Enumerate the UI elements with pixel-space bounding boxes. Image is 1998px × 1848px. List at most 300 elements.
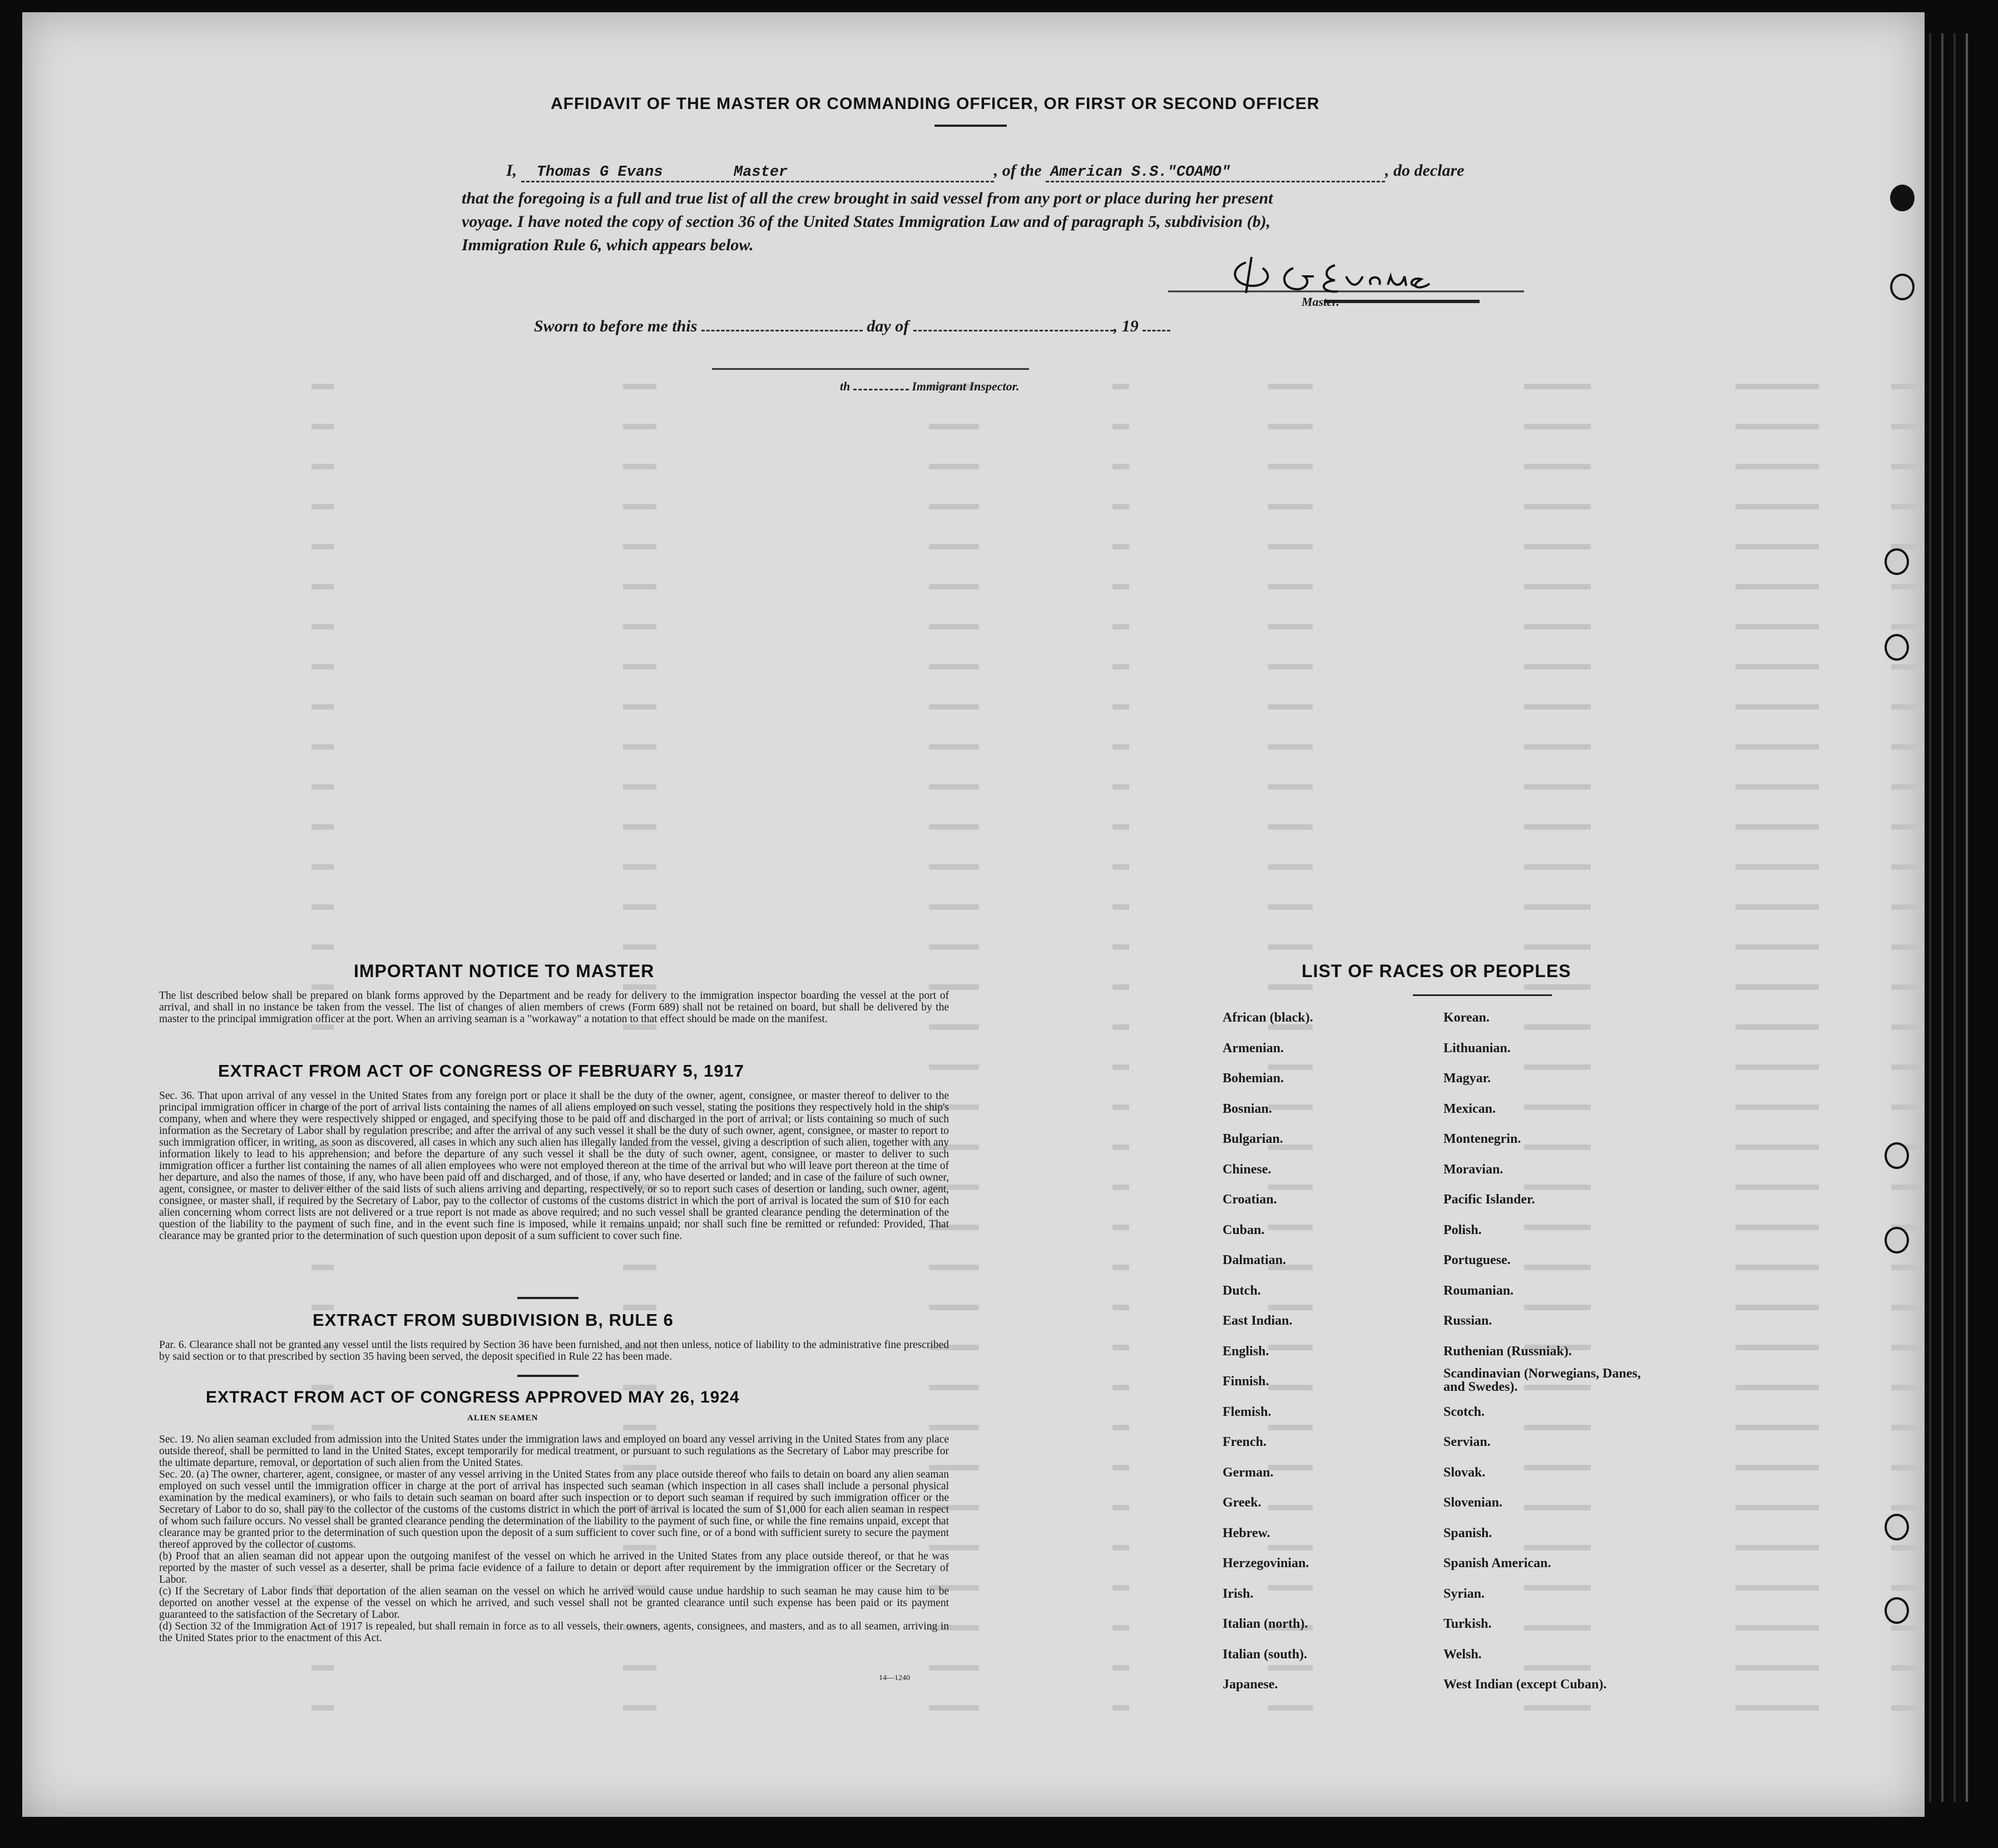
bleed-through-smudge — [1268, 584, 1313, 589]
bleed-through-smudge — [1524, 464, 1591, 469]
race-item: Pacific Islander. — [1443, 1192, 1535, 1207]
bleed-through-smudge — [311, 824, 334, 830]
race-item: Greek. — [1223, 1495, 1262, 1510]
bleed-through-smudge — [1112, 1705, 1129, 1711]
bleed-through-smudge — [1112, 664, 1129, 670]
bleed-through-smudge — [1268, 904, 1313, 910]
bleed-through-row — [311, 1661, 1880, 1674]
bleed-through-smudge — [1112, 504, 1129, 509]
master-name: Thomas G Evans — [536, 164, 663, 181]
bleed-through-smudge — [1891, 1185, 1925, 1190]
bleed-through-smudge — [1891, 424, 1925, 429]
of-the-label: , of the — [993, 161, 1042, 180]
bleed-through-smudge — [1268, 824, 1313, 830]
bleed-through-smudge — [1735, 624, 1819, 630]
bleed-through-smudge — [1112, 784, 1129, 790]
vessel-name: American S.S."COAMO" — [1050, 164, 1231, 181]
binder-hole — [1885, 1514, 1909, 1540]
bleed-through-smudge — [1891, 504, 1925, 509]
race-item: Slovenian. — [1443, 1495, 1503, 1510]
bleed-through-smudge — [1524, 504, 1591, 509]
bleed-through-smudge — [311, 624, 334, 630]
bleed-through-smudge — [1112, 464, 1129, 469]
bleed-through-row — [311, 620, 1880, 633]
bleed-through-smudge — [929, 944, 979, 950]
extract-1924-title: EXTRACT FROM ACT OF CONGRESS APPROVED MAY 26, 1924 — [206, 1388, 740, 1406]
bleed-through-smudge — [1891, 744, 1925, 750]
bleed-through-smudge — [929, 584, 979, 589]
bleed-through-smudge — [1524, 544, 1591, 549]
bleed-through-smudge — [1891, 664, 1925, 670]
bleed-through-smudge — [623, 544, 656, 549]
race-item: Roumanian. — [1443, 1283, 1514, 1298]
bleed-through-smudge — [929, 1425, 979, 1430]
race-item: Irish. — [1223, 1586, 1254, 1601]
bleed-through-smudge — [1735, 1305, 1819, 1310]
bleed-through-smudge — [1524, 624, 1591, 630]
bleed-through-row — [311, 379, 1880, 393]
race-item: Polish. — [1443, 1222, 1482, 1237]
bleed-through-smudge — [929, 1064, 979, 1070]
bleed-through-smudge — [1891, 984, 1925, 990]
sworn-year-field — [1143, 330, 1170, 331]
bleed-through-smudge — [929, 1024, 979, 1030]
bleed-through-smudge — [1268, 1505, 1313, 1510]
binder-hole — [1885, 1597, 1909, 1624]
bleed-through-smudge — [311, 904, 334, 910]
bleed-through-smudge — [1112, 864, 1129, 870]
race-item: Scotch. — [1443, 1404, 1485, 1419]
bleed-through-smudge — [311, 1024, 334, 1030]
sworn-day-field — [701, 330, 863, 331]
bleed-through-smudge — [1112, 704, 1129, 710]
bleed-through-smudge — [1268, 384, 1313, 389]
bleed-through-smudge — [929, 984, 979, 990]
bleed-through-smudge — [1891, 1665, 1925, 1671]
bleed-through-smudge — [623, 504, 656, 509]
bleed-through-smudge — [1891, 1265, 1925, 1270]
bleed-through-smudge — [1735, 1665, 1819, 1671]
alien-seamen-subtitle: ALIEN SEAMEN — [467, 1414, 538, 1423]
binder-hole — [1885, 1142, 1909, 1169]
bleed-through-smudge — [1524, 1225, 1591, 1230]
bleed-through-smudge — [1735, 504, 1819, 509]
bleed-through-smudge — [929, 1385, 979, 1390]
bleed-through-smudge — [311, 984, 334, 990]
bleed-through-row — [311, 660, 1880, 673]
bleed-through-smudge — [1891, 464, 1925, 469]
bleed-through-smudge — [1891, 1625, 1925, 1631]
bleed-through-smudge — [1112, 424, 1129, 429]
rule6-body: Par. 6. Clearance shall not be granted any vessel until the lists required by Section 36 have been furnished, and not then unless, notice of liability to the administrative fine prescribed by said section or to that prescribed by section 35 having been served, the deposit specified in Rule 22 has been made. — [159, 1339, 949, 1363]
bleed-through-smudge — [1891, 824, 1925, 830]
bleed-through-smudge — [1112, 1225, 1129, 1230]
race-item: Portuguese. — [1443, 1253, 1511, 1267]
signature-caption: Master. — [1302, 295, 1339, 309]
binder-hole — [1885, 1227, 1909, 1254]
bleed-through-smudge — [1891, 1024, 1925, 1030]
bleed-through-row — [311, 1701, 1880, 1714]
bleed-through-smudge — [1524, 1505, 1591, 1510]
bleed-through-smudge — [1891, 1104, 1925, 1110]
bleed-through-smudge — [1891, 624, 1925, 630]
bleed-through-smudge — [311, 464, 334, 469]
bleed-through-smudge — [1524, 1185, 1591, 1190]
affidavit-line-4: Immigration Rule 6, which appears below. — [462, 236, 754, 254]
bleed-through-smudge — [311, 864, 334, 870]
bleed-through-smudge — [1735, 1425, 1819, 1430]
bleed-through-smudge — [623, 704, 656, 710]
bleed-through-smudge — [1891, 584, 1925, 589]
bleed-through-smudge — [623, 1425, 656, 1430]
notice-body: The list described below shall be prepared on blank forms approved by the Department and be ready for delivery to the immigration inspector boarding the vessel at the port of arrival, and shall in no instance be taken from the vessel. The list of changes of alien members of crews (Form 689) shall not be retained on board, but shall be delivered by the master to the principal immigration officer at the port. When an arriving seaman is a "workaway" a notation to that effect should be made on the manifest. — [159, 990, 949, 1025]
extract-1917-body: Sec. 36. That upon arrival of any vessel in the United States from any foreign port or place it shall be the duty of the owner, agent, consignee, or master thereof to deliver to the principal immigration officer in charge of the port of arrival lists containing the names of all aliens employed on such vessel, stating the positions they respectively hold in the ship's company, when and where they were respectively shipped or engaged, and specifying those to be paid off and discharged in the port of arrival; or lists containing so much of such information as the Secretary of Labor shall by regulation prescribe; and after the arrival of any such vessel it shall be the duty of such owner, agent, consignee, or master to report to such immigration officer, in writing, as soon as discovered, all cases in which any such alien has illegally landed from the vessel, giving a description of such alien, together with any information likely to lead to his apprehension; and before the departure of any such vessel it shall be the duty of such owner, agent, consignee, or master to deliver to such immigration officer a further list containing the names of all alien employees who were not employed thereon at the time of the arrival but who will leave port thereon at the time of her departure, and also the names of those, if any, who have been paid off and discharged, and of those, if any, who have deserted or landed; and in case of the failure of such owner, agent, consignee, or master to deliver either of the said lists of such aliens arriving and departing, respectively, or so to report such cases of desertion or landing, such owner, agent, consignee, or master shall, if required by the Secretary of Labor, pay to the collector of customs of the customs district in which the port of arrival is located the sum of $10 for each alien concerning whom correct lists are not delivered or a true report is not made as above required; and no such vessel shall be granted clearance pending the determination of the question of the liability to the payment of such fine, and in the event such fine is imposed, while it remains unpaid; nor shall such fine be remitted or refunded: Provided, That clearance may be granted prior to the determination of such question upon deposit of a sum sufficient to cover such fine. — [159, 1090, 949, 1242]
bleed-through-smudge — [623, 424, 656, 429]
bleed-through-smudge — [1735, 1024, 1819, 1030]
bleed-through-smudge — [1891, 1585, 1925, 1591]
bleed-through-smudge — [1112, 1064, 1129, 1070]
bleed-through-smudge — [1735, 1104, 1819, 1110]
bleed-through-row — [311, 860, 1880, 873]
race-item: Scandinavian (Norwegians, Danes, and Swedes). — [1443, 1366, 1641, 1394]
bleed-through-smudge — [1524, 984, 1591, 990]
bleed-through-smudge — [311, 1665, 334, 1671]
bleed-through-smudge — [1735, 784, 1819, 790]
bleed-through-smudge — [929, 1665, 979, 1671]
bleed-through-smudge — [1268, 1385, 1313, 1390]
race-item: Moravian. — [1443, 1162, 1504, 1177]
bleed-through-smudge — [623, 904, 656, 910]
bleed-through-smudge — [1268, 1465, 1313, 1470]
bleed-through-smudge — [1112, 1024, 1129, 1030]
bleed-through-smudge — [1524, 1064, 1591, 1070]
signature-image — [1168, 246, 1524, 318]
race-item: Italian (south). — [1223, 1647, 1308, 1662]
bleed-through-smudge — [1268, 544, 1313, 549]
bleed-through-smudge — [1268, 1225, 1313, 1230]
bleed-through-smudge — [929, 464, 979, 469]
bleed-through-smudge — [1735, 824, 1819, 830]
manifest-page — [22, 12, 1925, 1817]
rule6-title: EXTRACT FROM SUBDIVISION B, RULE 6 — [313, 1310, 674, 1330]
bleed-through-smudge — [1891, 864, 1925, 870]
bleed-through-smudge — [1891, 1064, 1925, 1070]
bleed-through-smudge — [1268, 504, 1313, 509]
bleed-through-smudge — [1891, 1705, 1925, 1711]
race-item: Slovak. — [1443, 1465, 1486, 1480]
bleed-through-smudge — [1268, 464, 1313, 469]
race-item: Cuban. — [1223, 1222, 1265, 1237]
race-item: West Indian (except Cuban). — [1443, 1677, 1607, 1692]
bleed-through-row — [311, 579, 1880, 593]
bleed-through-smudge — [1268, 1104, 1313, 1110]
bleed-through-smudge — [1524, 1024, 1591, 1030]
bleed-through-row — [311, 940, 1880, 953]
notice-title: IMPORTANT NOTICE TO MASTER — [354, 961, 655, 981]
inspector-signature-line — [712, 368, 1029, 370]
bleed-through-smudge — [1112, 1185, 1129, 1190]
race-item: African (black). — [1223, 1010, 1313, 1025]
bleed-through-smudge — [311, 424, 334, 429]
sworn-line — [534, 317, 1170, 336]
bleed-through-smudge — [1268, 624, 1313, 630]
bleed-through-smudge — [929, 1305, 979, 1310]
day-of-label: day of — [867, 317, 909, 335]
bleed-through-smudge — [1268, 944, 1313, 950]
race-item: German. — [1223, 1465, 1274, 1480]
bleed-through-smudge — [1524, 384, 1591, 389]
bleed-through-smudge — [311, 1705, 334, 1711]
bleed-through-smudge — [929, 664, 979, 670]
bleed-through-smudge — [1268, 424, 1313, 429]
bleed-through-smudge — [311, 784, 334, 790]
bleed-through-smudge — [1735, 1585, 1819, 1591]
bleed-through-smudge — [1735, 1705, 1819, 1711]
bleed-through-smudge — [1112, 1505, 1129, 1510]
bleed-through-smudge — [1524, 904, 1591, 910]
bleed-through-smudge — [1524, 424, 1591, 429]
bleed-through-smudge — [1524, 1545, 1591, 1550]
bleed-through-smudge — [311, 544, 334, 549]
bleed-through-smudge — [1735, 1505, 1819, 1510]
extract-1917-title: EXTRACT FROM ACT OF CONGRESS OF FEBRUARY 5, 1917 — [218, 1061, 744, 1081]
bleed-through-smudge — [1524, 1625, 1591, 1631]
race-item: Bohemian. — [1223, 1071, 1284, 1086]
master-rank: Master — [734, 164, 788, 181]
race-item: Russian. — [1443, 1314, 1492, 1328]
race-item: East Indian. — [1223, 1314, 1293, 1328]
bleed-through-smudge — [1112, 1545, 1129, 1550]
bleed-through-row — [311, 459, 1880, 473]
binder-hole — [1890, 274, 1915, 300]
bleed-through-smudge — [1268, 1305, 1313, 1310]
title-rule — [934, 125, 1007, 127]
race-item: Spanish. — [1443, 1525, 1492, 1540]
bleed-through-smudge — [311, 1265, 334, 1270]
year-label: , 19 — [1113, 317, 1139, 335]
bleed-through-smudge — [1112, 1305, 1129, 1310]
bleed-through-smudge — [929, 624, 979, 630]
races-title: LIST OF RACES OR PEOPLES — [1302, 961, 1571, 981]
bleed-through-smudge — [1524, 744, 1591, 750]
sworn-label: Sworn to before me this — [534, 317, 698, 335]
extract-1924-body — [159, 1434, 949, 1644]
bleed-through-smudge — [1268, 1705, 1313, 1711]
page-edge — [1941, 33, 1943, 1802]
bleed-through-smudge — [1268, 1345, 1313, 1350]
race-item: Servian. — [1443, 1435, 1491, 1449]
vessel-field — [1046, 161, 1385, 182]
bleed-through-smudge — [311, 584, 334, 589]
bleed-through-smudge — [1524, 1145, 1591, 1150]
sec-19-paragraph: Sec. 19. No alien seaman excluded from admission into the United States under the immigration laws and employed on board any vessel arriving in the United States from any place outside thereof, shall be permitted to land in the United States, except temporarily for medical treatment, or pursuant to such regulations as the Secretary of Labor may prescribe for the ultimate departure, removal, or deportation of such alien from the United States. — [159, 1434, 949, 1469]
bleed-through-smudge — [929, 704, 979, 710]
bleed-through-smudge — [1735, 1225, 1819, 1230]
race-item: Turkish. — [1443, 1617, 1492, 1631]
race-item: Lithuanian. — [1443, 1041, 1511, 1056]
bleed-through-smudge — [1112, 1345, 1129, 1350]
race-item: Italian (north). — [1223, 1617, 1308, 1631]
sec-20a-paragraph: Sec. 20. (a) The owner, charterer, agent, consignee, or master of any vessel arriving in the United States from any place outside thereof who fails to detain on board any alien seaman employed on such vessel until the immigration officer in charge at the port of arrival has inspected such seaman (which inspection in all cases shall include a personal physical examination by the medical examiners), or who fails to detain such seaman on board after such inspection or to deport such seaman if required by such immigration officer or the Secretary of Labor to do so, shall pay to the collector of the customs of the customs district in which the port of arrival is located the sum of $1,000 for each alien seaman in respect of whom such failure occurs. No vessel shall be granted clearance pending the determination of the liability to the payment of such fine, or while the fine remains unpaid, except that clearance may be granted prior to the determination of such question upon the deposit of a sum sufficient to cover such fine, or of a bond with sufficient surety to secure the payment thereof approved by the collector of customs. — [159, 1469, 949, 1550]
bleed-through-smudge — [1268, 1185, 1313, 1190]
bleed-through-smudge — [1112, 1625, 1129, 1631]
bleed-through-smudge — [311, 1425, 334, 1430]
bleed-through-smudge — [1891, 944, 1925, 950]
race-item: Japanese. — [1223, 1677, 1278, 1692]
bleed-through-smudge — [1735, 1345, 1819, 1350]
bleed-through-smudge — [1112, 1585, 1129, 1591]
bleed-through-smudge — [623, 824, 656, 830]
bleed-through-smudge — [929, 904, 979, 910]
bleed-through-smudge — [1112, 544, 1129, 549]
declare-label: , do declare — [1385, 161, 1465, 180]
bleed-through-smudge — [1268, 704, 1313, 710]
bleed-through-smudge — [1524, 784, 1591, 790]
bleed-through-smudge — [929, 424, 979, 429]
bleed-through-smudge — [1891, 1545, 1925, 1550]
bleed-through-smudge — [929, 784, 979, 790]
bleed-through-smudge — [623, 1024, 656, 1030]
bleed-through-smudge — [1112, 1465, 1129, 1470]
race-item: Syrian. — [1443, 1586, 1485, 1601]
bleed-through-smudge — [1735, 1145, 1819, 1150]
form-number: 14—1240 — [879, 1674, 910, 1682]
inspector-label: Immigrant Inspector. — [912, 379, 1020, 393]
race-item: Flemish. — [1223, 1404, 1272, 1419]
bleed-through-smudge — [623, 1265, 656, 1270]
race-item: French. — [1223, 1435, 1267, 1449]
bleed-through-smudge — [1268, 664, 1313, 670]
bleed-through-smudge — [929, 1265, 979, 1270]
bleed-through-smudge — [929, 864, 979, 870]
bleed-through-smudge — [1268, 744, 1313, 750]
bleed-through-smudge — [1735, 464, 1819, 469]
bleed-through-smudge — [1735, 1385, 1819, 1390]
bleed-through-smudge — [1891, 704, 1925, 710]
bleed-through-smudge — [1735, 1545, 1819, 1550]
bleed-through-smudge — [1524, 1425, 1591, 1430]
inspector-line — [840, 379, 1020, 394]
bleed-through-smudge — [1524, 1465, 1591, 1470]
bleed-through-smudge — [1891, 784, 1925, 790]
bleed-through-smudge — [1735, 1185, 1819, 1190]
bleed-through-smudge — [1268, 1545, 1313, 1550]
bleed-through-smudge — [1112, 1665, 1129, 1671]
bleed-through-smudge — [1112, 944, 1129, 950]
bleed-through-smudge — [1735, 1064, 1819, 1070]
bleed-through-smudge — [1735, 1265, 1819, 1270]
bleed-through-smudge — [1112, 1104, 1129, 1110]
bleed-through-smudge — [1524, 704, 1591, 710]
sec-20d-paragraph: (d) Section 32 of the Immigration Act of 1917 is repealed, but shall remain in force as to all vessels, their owners, agents, consignees, and masters, and as to all seamen, arriving in the United States prior to the enactment of this Act. — [159, 1621, 949, 1644]
bleed-through-smudge — [1891, 904, 1925, 910]
affidavit-line-3: voyage. I have noted the copy of section 36 of the United States Immigration Law and of paragraph 5, subdivision (b), — [462, 212, 1271, 231]
section-rule-1 — [517, 1297, 578, 1299]
race-item: English. — [1223, 1344, 1269, 1359]
race-item: Finnish. — [1223, 1374, 1269, 1389]
signature-block — [1168, 246, 1524, 318]
bleed-through-smudge — [1268, 1425, 1313, 1430]
sec-20b-paragraph: (b) Proof that an alien seaman did not appear upon the outgoing manifest of the vessel on which he arrived in the United States from any place outside thereof, or that he was reported by the master of such vessel as a deserter, shall be prima facie evidence of a failure to detain or deport after requirement by the immigration officer or the Secretary of Labor. — [159, 1550, 949, 1586]
bleed-through-smudge — [929, 504, 979, 509]
bleed-through-row — [311, 700, 1880, 713]
bleed-through-smudge — [1735, 584, 1819, 589]
bleed-through-row — [311, 499, 1880, 513]
master-name-field — [521, 161, 994, 182]
bleed-through-smudge — [311, 1305, 334, 1310]
race-item: Bosnian. — [1223, 1101, 1272, 1116]
binder-hole — [1890, 185, 1915, 211]
race-item: Spanish American. — [1443, 1556, 1551, 1570]
bleed-through-smudge — [1891, 1505, 1925, 1510]
bleed-through-smudge — [1524, 864, 1591, 870]
bleed-through-smudge — [1112, 1265, 1129, 1270]
section-rule-2 — [517, 1375, 578, 1377]
bleed-through-smudge — [1735, 664, 1819, 670]
bleed-through-smudge — [1268, 1585, 1313, 1591]
bleed-through-smudge — [311, 944, 334, 950]
bleed-through-smudge — [1735, 984, 1819, 990]
race-item: Bulgarian. — [1223, 1132, 1283, 1146]
bleed-through-smudge — [623, 744, 656, 750]
bleed-through-smudge — [929, 1705, 979, 1711]
bleed-through-smudge — [1891, 1425, 1925, 1430]
bleed-through-smudge — [1735, 1465, 1819, 1470]
bleed-through-smudge — [1735, 744, 1819, 750]
bleed-through-smudge — [1112, 1425, 1129, 1430]
bleed-through-smudge — [1268, 1064, 1313, 1070]
inspector-name-field — [853, 389, 909, 390]
bleed-through-smudge — [1891, 1305, 1925, 1310]
bleed-through-row — [311, 1260, 1880, 1274]
bleed-through-smudge — [1524, 944, 1591, 950]
bleed-through-smudge — [1735, 944, 1819, 950]
page-edge — [1954, 33, 1956, 1802]
bleed-through-smudge — [1524, 1665, 1591, 1671]
bleed-through-smudge — [623, 664, 656, 670]
bleed-through-smudge — [311, 504, 334, 509]
bleed-through-smudge — [1112, 904, 1129, 910]
affidavit-title: AFFIDAVIT OF THE MASTER OR COMMANDING OFFICER, OR FIRST OR SECOND OFFICER — [551, 95, 1320, 113]
bleed-through-smudge — [1735, 424, 1819, 429]
bleed-through-smudge — [623, 1305, 656, 1310]
bleed-through-smudge — [929, 544, 979, 549]
bleed-through-row — [311, 419, 1880, 433]
bleed-through-smudge — [929, 824, 979, 830]
bleed-through-row — [311, 1420, 1880, 1434]
bleed-through-smudge — [1524, 1585, 1591, 1591]
page-edge — [1929, 33, 1931, 1802]
bleed-through-smudge — [623, 1665, 656, 1671]
bleed-through-smudge — [1524, 584, 1591, 589]
bleed-through-row — [311, 820, 1880, 833]
bleed-through-smudge — [623, 384, 656, 389]
race-item: Herzegovinian. — [1223, 1556, 1309, 1570]
bleed-through-smudge — [1735, 1625, 1819, 1631]
bleed-through-smudge — [623, 624, 656, 630]
bleed-through-smudge — [1891, 1465, 1925, 1470]
races-title-rule — [1413, 994, 1552, 996]
race-item: Chinese. — [1223, 1162, 1272, 1177]
race-item: Croatian. — [1223, 1192, 1277, 1207]
bleed-through-smudge — [1735, 704, 1819, 710]
bleed-through-smudge — [1524, 1305, 1591, 1310]
bleed-through-smudge — [1891, 384, 1925, 389]
bleed-through-smudge — [623, 784, 656, 790]
bleed-through-smudge — [623, 864, 656, 870]
bleed-through-smudge — [311, 744, 334, 750]
affidavit-line-2: that the foregoing is a full and true list of all the crew brought in said vessel from any port or place during her present — [462, 189, 1273, 207]
